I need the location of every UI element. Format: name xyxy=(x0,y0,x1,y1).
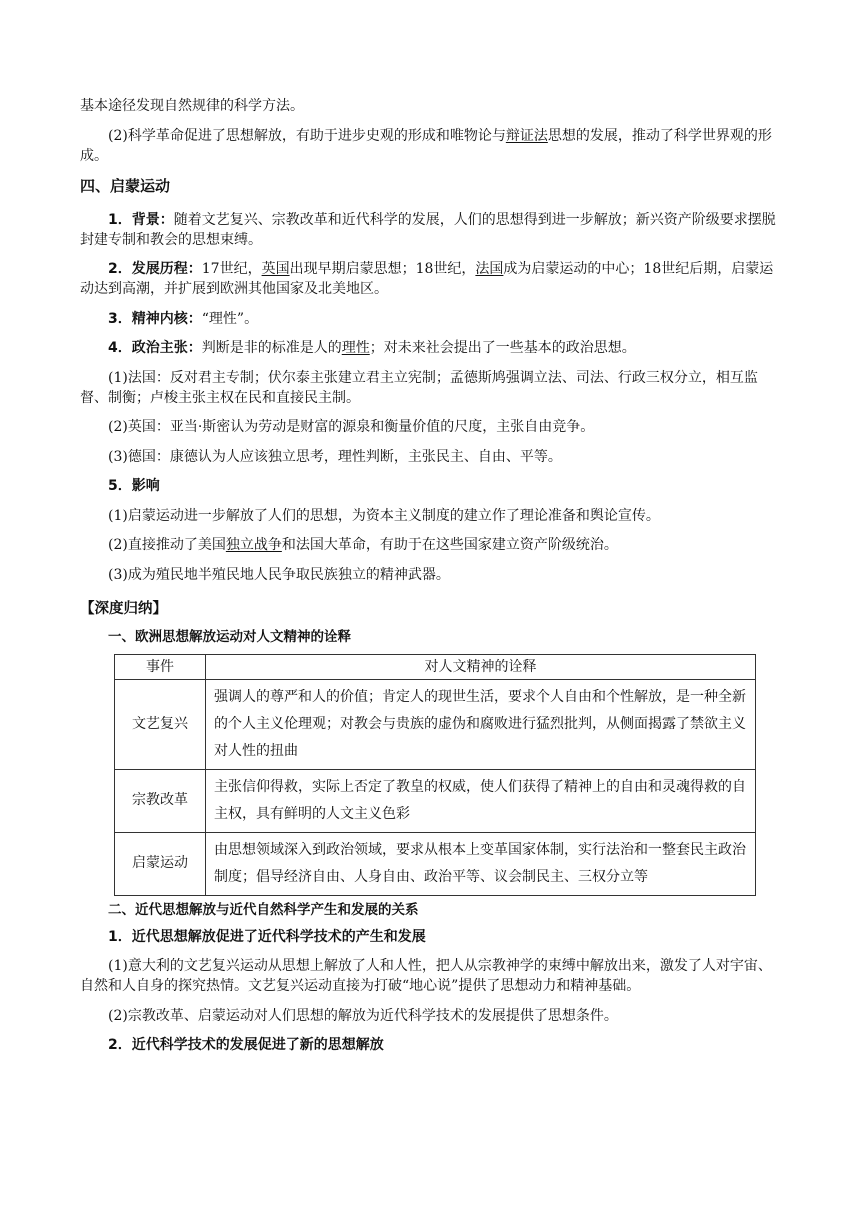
development-paragraph: 2．发展历程：17世纪，英国出现早期启蒙思想；18世纪，法国成为启蒙运动的中心；18世纪后期，启蒙运动达到高潮，并扩展到欧洲其他国家及北美地区。 xyxy=(80,261,774,297)
france-paragraph: (1)法国：反对君主专制；伏尔泰主张建立君主立宪制；孟德斯鸠强调立法、司法、行政三权分立，相互监督、制衡；卢梭主张主权在民和直接民主制。 xyxy=(80,369,758,406)
relation-point-2: 2．近代科学技术的发展促进了新的思想解放 xyxy=(108,1037,384,1053)
underlined-independence-war: 独立战争 xyxy=(225,537,282,553)
britain-paragraph: (2)英国：亚当·斯密认为劳动是财富的源泉和衡量价值的尺度，主张自由竞争。 xyxy=(108,419,595,435)
deep-summary-heading: 【深度归纳】 xyxy=(80,600,167,617)
section-heading-enlightenment: 四、启蒙运动 xyxy=(80,176,171,195)
relation-point-1-para-1: (1)意大利的文艺复兴运动从思想上解放了人和人性，把人从宗教神学的束缚中解放出来，激发了人对宇宙、自然和人自身的探究热情。文艺复兴运动直接为打破“地心说”提供了思想动力和精神基础。 xyxy=(80,958,772,994)
table-row xyxy=(115,832,756,895)
table-cell-event: 启蒙运动 xyxy=(115,832,206,895)
paragraph-continued: 基本途径发现自然规律的科学方法。 xyxy=(80,98,304,114)
table-row xyxy=(115,769,756,832)
underlined-britain: 英国 xyxy=(261,261,290,277)
underlined-reason: 理性 xyxy=(341,340,370,356)
table-row xyxy=(115,679,756,769)
table-cell-event: 文艺复兴 xyxy=(115,679,206,769)
document-page xyxy=(80,96,780,1065)
germany-paragraph: (3)德国：康德认为人应该独立思考，理性判断，主张民主、自由、平等。 xyxy=(108,448,562,465)
influence-label: 5．影响 xyxy=(108,478,160,494)
core-paragraph: 3．精神内核：“理性”。 xyxy=(108,310,259,327)
table-cell-desc: 强调人的尊严和人的价值；肯定人的现世生活，要求个人自由和个性解放，是一种全新的个人主义伦理观；对教会与贵族的虚伪和腐败进行猛烈批判，从侧面揭露了禁欲主义对人性的扭曲 xyxy=(206,679,756,769)
table-cell-desc: 主张信仰得救，实际上否定了教皇的权威，使人们获得了精神上的自由和灵魂得救的自主权，具有鲜明的人文主义色彩 xyxy=(206,769,756,832)
political-paragraph: 4．政治主张：判断是非的标准是人的理性；对未来社会提出了一些基本的政治思想。 xyxy=(108,340,636,356)
relation-point-1: 1．近代思想解放促进了近代科学技术的产生和发展 xyxy=(108,928,426,945)
table-header-row xyxy=(115,654,756,679)
table-header-event: 事件 xyxy=(115,654,206,679)
background-paragraph: 1．背景：随着文艺复兴、宗教改革和近代科学的发展，人们的思想得到进一步解放；新兴资产阶级要求摆脱封建专制和教会的思想束缚。 xyxy=(80,211,776,248)
table-header-interpretation: 对人文精神的诠释 xyxy=(206,654,756,679)
relation-point-1-para-2: (2)宗教改革、启蒙运动对人们思想的解放为近代科学技术的发展提供了思想条件。 xyxy=(108,1007,618,1024)
underlined-dialectics: 辩证法 xyxy=(505,127,548,144)
influence-item-2: (2)直接推动了美国独立战争和法国大革命，有助于在这些国家建立资产阶级统治。 xyxy=(108,537,618,553)
summary-subheading-1: 一、欧洲思想解放运动对人文精神的诠释 xyxy=(108,628,351,645)
summary-subheading-2: 二、近代思想解放与近代自然科学产生和发展的关系 xyxy=(108,901,419,918)
influence-item-1: (1)启蒙运动进一步解放了人们的思想，为资本主义制度的建立作了理论准备和舆论宣传。 xyxy=(108,507,660,524)
underlined-france: 法国 xyxy=(475,261,504,277)
humanism-table xyxy=(114,654,756,896)
table-cell-event: 宗教改革 xyxy=(115,769,206,832)
table-cell-desc: 由思想领域深入到政治领域，要求从根本上变革国家体制，实行法治和一整套民主政治制度；倡导经济自由、人身自由、政治平等、议会制民主、三权分立等 xyxy=(206,832,756,895)
paragraph-science-revolution: (2)科学革命促进了思想解放，有助于进步史观的形成和唯物论与辩证法思想的发展，推动了科学世界观的形成。 xyxy=(80,127,772,164)
influence-item-3: (3)成为殖民地半殖民地人民争取民族独立的精神武器。 xyxy=(108,566,450,583)
